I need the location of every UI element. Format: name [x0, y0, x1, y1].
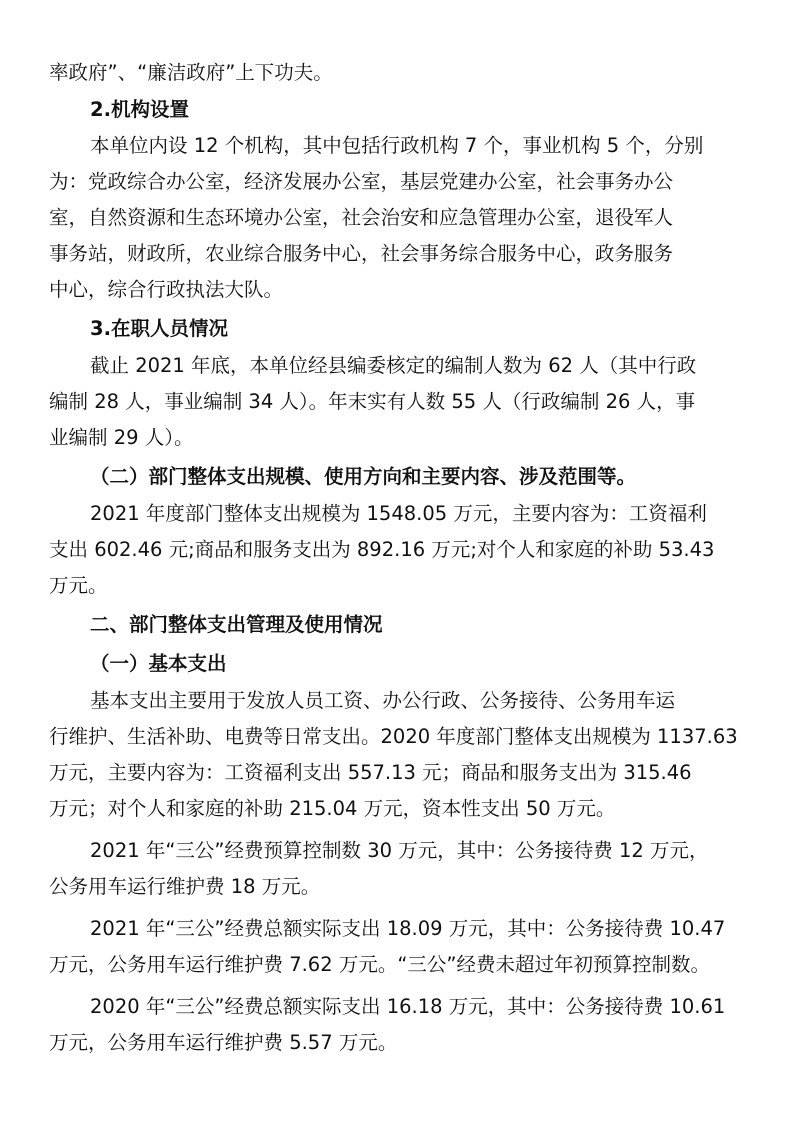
paragraph-line: 2021 年“三公”经费预算控制数 30 万元，其中：公务接待费 12 万元，: [90, 839, 709, 862]
paragraph-line: 行维护、生活补助、电费等日常支出。2020 年度部门整体支出规模为 1137.63: [49, 725, 738, 748]
paragraph-line: 万元。: [49, 574, 108, 597]
section-heading: 2.机构设置: [90, 98, 189, 121]
paragraph-line: 2020 年“三公”经费总额实际支出 16.18 万元，其中：公务接待费 10.61: [90, 995, 726, 1018]
section-heading: （一）基本支出: [90, 652, 227, 675]
paragraph-line: 率政府”、“廉洁政府”上下功夫。: [49, 61, 333, 84]
paragraph-line: 为：党政综合办公室，经济发展办公室，基层党建办公室，社会事务办公: [49, 170, 674, 193]
paragraph-line: 2021 年“三公”经费总额实际支出 18.09 万元，其中：公务接待费 10.47: [90, 917, 726, 940]
paragraph-line: 中心，综合行政执法大队。: [49, 278, 284, 301]
paragraph-line: 万元，公务用车运行维护费 7.62 万元。“三公”经费未超过年初预算控制数。: [49, 953, 711, 976]
paragraph-line: 截止 2021 年底，本单位经县编委核定的编制人数为 62 人（其中行政: [90, 354, 697, 377]
paragraph-line: 事务站，财政所，农业综合服务中心，社会事务综合服务中心，政务服务: [49, 242, 674, 265]
paragraph-line: 万元；对个人和家庭的补助 215.04 万元，资本性支出 50 万元。: [49, 797, 616, 820]
paragraph-line: 公务用车运行维护费 18 万元。: [49, 875, 321, 898]
paragraph-line: 编制 28 人，事业编制 34 人）。年末实有人数 55 人（行政编制 26 人，事: [49, 390, 696, 413]
paragraph-line: 2021 年度部门整体支出规模为 1548.05 万元，主要内容为：工资福利: [90, 502, 707, 525]
paragraph-line: 万元，公务用车运行维护费 5.57 万元。: [49, 1031, 398, 1054]
paragraph-line: 支出 602.46 元;商品和服务支出为 892.16 万元;对个人和家庭的补助 53.43: [49, 538, 715, 561]
paragraph-line: 基本支出主要用于发放人员工资、办公行政、公务接待、公务用车运: [90, 689, 676, 712]
paragraph-line: 业编制 29 人）。: [49, 426, 194, 449]
paragraph-line: 万元，主要内容为：工资福利支出 557.13 元；商品和服务支出为 315.46: [49, 761, 692, 784]
section-heading: （二）部门整体支出规模、使用方向和主要内容、涉及范围等。: [90, 465, 637, 488]
paragraph-line: 室，自然资源和生态环境办公室，社会治安和应急管理办公室，退役军人: [49, 206, 674, 229]
section-heading: 二、部门整体支出管理及使用情况: [90, 613, 383, 636]
paragraph-line: 本单位内设 12 个机构，其中包括行政机构 7 个，事业机构 5 个，分别: [90, 134, 704, 157]
section-heading: 3.在职人员情况: [90, 317, 228, 340]
